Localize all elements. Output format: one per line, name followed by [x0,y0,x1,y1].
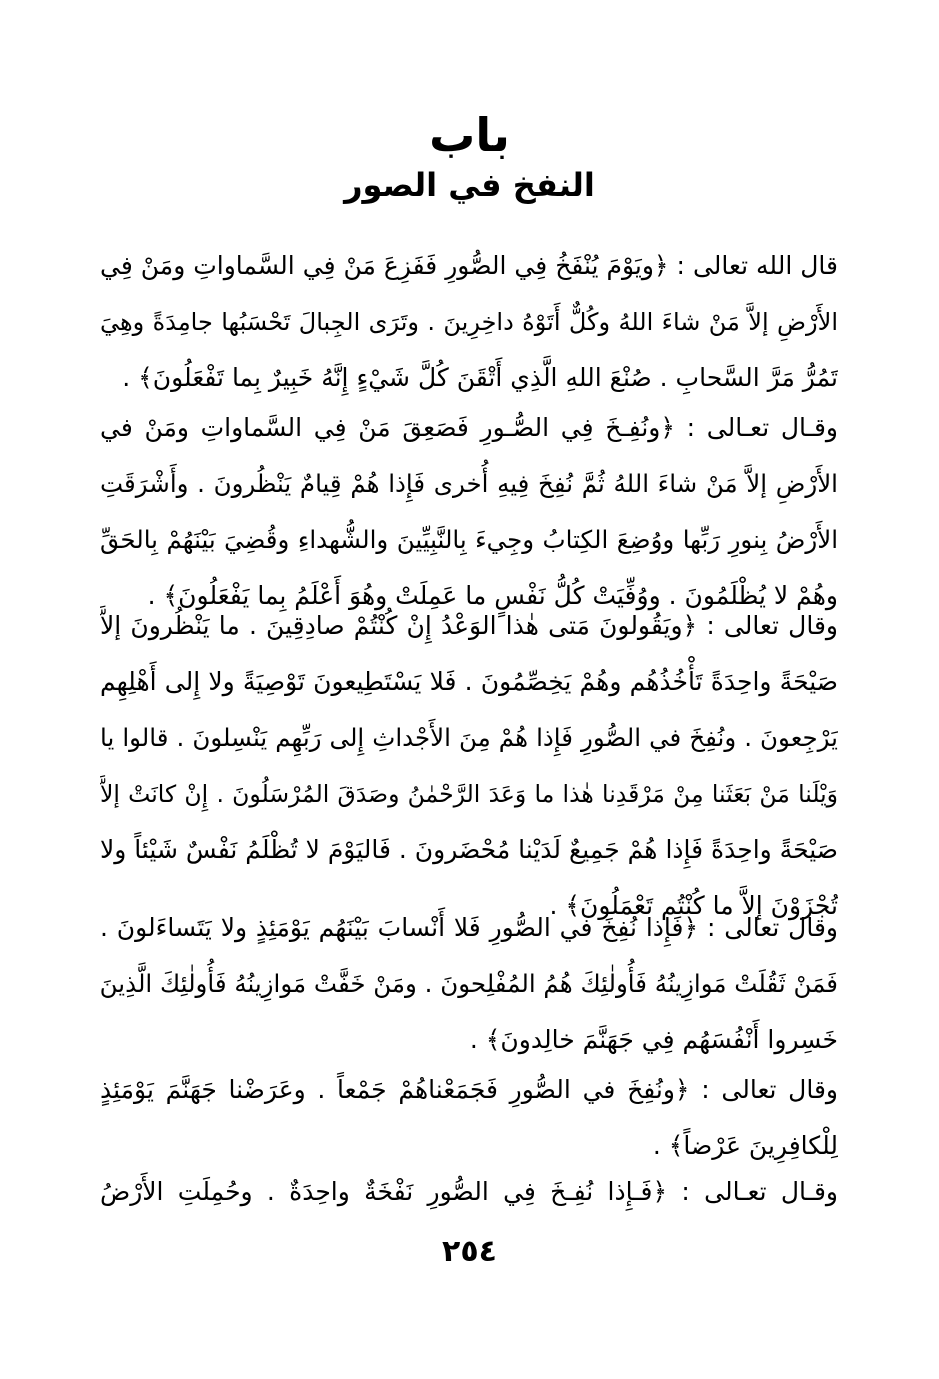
paragraph-3 [100,598,838,934]
text-line: تَمُرُّ مَرَّ السَّحابِ . صُنْعَ اللهِ الَّذِي أَتْقَنَ كُلَّ شَيْءٍ إِنَّهُ خَبِيرٌ بِما تَفْعَلُونَ﴾ . [122,363,838,392]
chapter-heading: باب [429,108,510,162]
text-line: وهُمْ لا يُظْلَمُونَ . ووُفِّيَتْ كُلُّ نَفْسٍ ما عَمِلَتْ وهُوَ أَعْلَمُ بِما يَفْعَلُونَ﴾ . [147,581,838,610]
text-line: الأَرْضِ إلاَّ مَنْ شاءَ اللهُ ثُمَّ نُفِخَ فِيهِ أُخرى فَإِذا هُمْ قِيامٌ يَنْظُرونَ . وأَشْرَقَتِ [100,469,838,498]
paragraph-6 [100,1164,838,1220]
text-line: خَسِروا أَنْفُسَهُم فِي جَهَنَّمَ خالِدونَ﴾ . [469,1025,838,1054]
paragraph-1 [100,238,838,406]
page-number: ٢٥٤ [442,1234,497,1269]
text-line: وقـال تعـالى : ﴿فَـإِذا نُفِـخَ فِي الصُّورِ نَفْخَةٌ واحِدَةٌ . وحُمِلَتِ الأَرْضُ [100,1177,838,1206]
text-line: صَيْحَةً واحِدَةً فَإِذا هُمْ جَمِيعٌ لَدَيْنا مُحْضَرونَ . فَاليَوْمَ لا تُظْلَمُ نَفْسٌ شَيْئاً ولا [100,835,838,864]
text-line: وَيْلَنا مَنْ بَعَثَنا مِنْ مَرْقَدِنا هٰذا ما وَعَدَ الرَّحْمٰنُ وصَدَقَ المُرْسَلُونَ . إِنْ كانَتْ إلاَّ [100,780,838,808]
text-line: وقال تعالى : ﴿ونُفِخَ في الصُّورِ فَجَمَعْناهُمْ جَمْعاً . وعَرَضْنا جَهَنَّمَ يَوْمَئِذٍ [100,1075,838,1104]
paragraph-4 [100,900,838,1068]
text-line: الأَرْضِ إلاَّ مَنْ شاءَ اللهُ وكُلٌّ أَتَوْهُ داخِرِينَ . وتَرَى الجِبالَ تَحْسَبُها جامِدَةً وهِيَ [100,308,838,336]
text-line: الأَرْضُ بِنورِ رَبِّها ووُضِعَ الكِتابُ وجِيءَ بِالنَّبِيِّينَ والشُّهداءِ وقُضِيَ بَيْنَهُمْ بِالحَقِّ [100,525,838,554]
text-line: وقـال تعـالى : ﴿ونُفِـخَ فِي الصُّـورِ فَصَعِقَ مَنْ فِي السَّماواتِ ومَنْ في [100,413,838,442]
text-line: صَيْحَةً واحِدَةً تَأْخُذُهُم وهُمْ يَخِصِّمُونَ . فَلا يَسْتَطِيعونَ تَوْصِيَةً ولا إِلى أَهْلِهِم [100,667,838,696]
text-line: يَرْجِعونَ . ونُفِخَ في الصُّورِ فَإِذا هُمْ مِنَ الأَجْداثِ إِلى رَبِّهِم يَنْسِلونَ . قالوا يا [100,723,838,752]
text-line: وقال تعالى : ﴿ويَقُولونَ مَتى هٰذا الوَعْدُ إِنْ كُنْتُمْ صادِقِينَ . ما يَنْظُرونَ إلاَّ [100,611,838,640]
chapter-subheading: النفخ في الصور [344,166,595,204]
text-line: قال الله تعالى : ﴿ويَوْمَ يُنْفَخُ فِي الصُّورِ فَفَزِعَ مَنْ فِي السَّماواتِ ومَنْ فِي [100,251,838,280]
text-line: تُجْزَوْنَ إلاَّ ما كُنْتُم تَعْمَلُونَ﴾ . [549,891,838,920]
paragraph-5 [100,1062,838,1174]
paragraph-2 [100,400,838,624]
text-line: لِلْكافِرِينَ عَرْضاً﴾ . [652,1131,838,1160]
text-line: فَمَنْ ثَقُلَتْ مَوازِينُهُ فَأُولٰئِكَ هُمُ المُفْلِحونَ . ومَنْ خَفَّتْ مَوازِينُهُ فَأُولٰئِكَ الَّذِينَ [100,969,838,998]
text-line: وقال تعالى : ﴿فَإِذا نُفِخَ في الصُّورِ فَلا أَنْسابَ بَيْنَهُم يَوْمَئِذٍ ولا يَتَساءَلونَ . [100,913,838,942]
